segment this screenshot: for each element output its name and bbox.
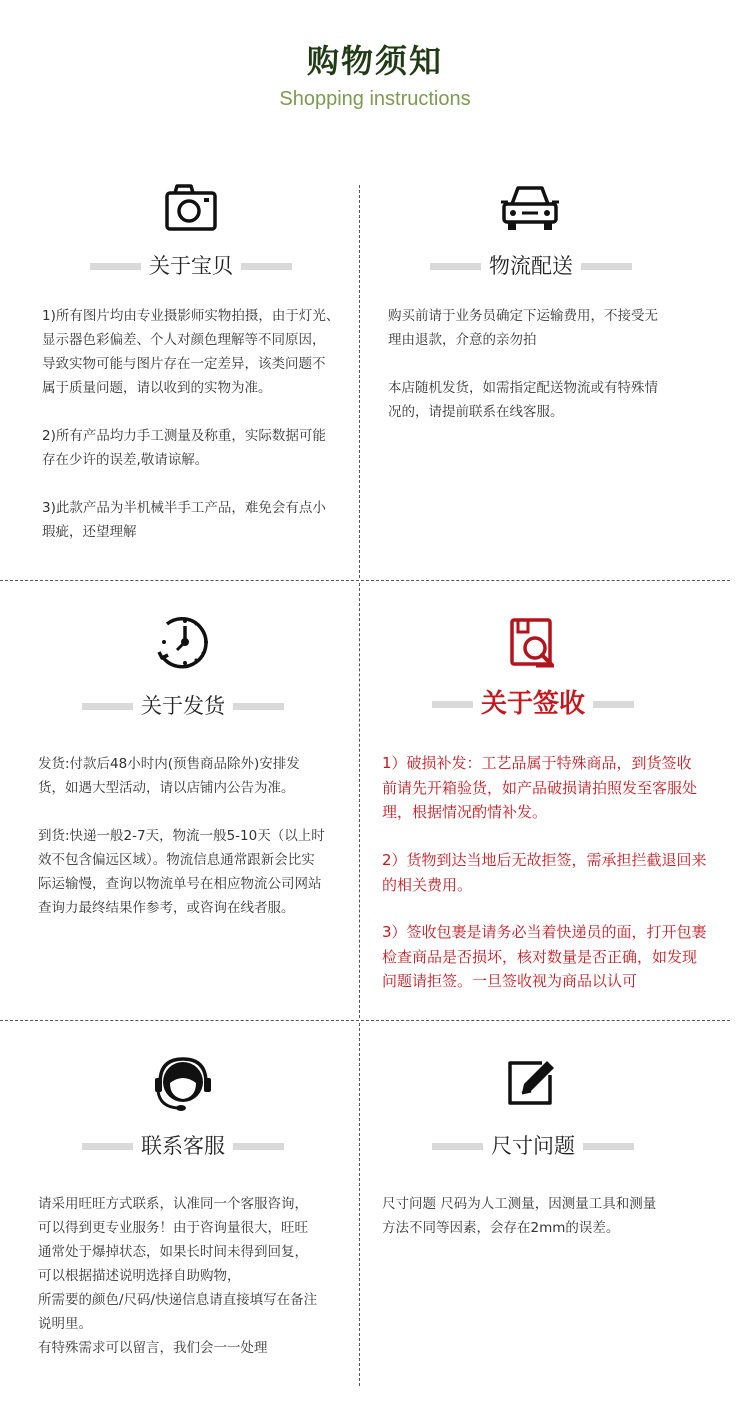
vertical-divider-3 xyxy=(359,1023,360,1386)
heading-shipping xyxy=(82,688,284,724)
vertical-divider-2 xyxy=(359,583,360,1018)
paragraph: 3)此款产品为半机械半手工产品，难免会有点小 瑕疵，还望理解 xyxy=(42,500,326,540)
car-icon xyxy=(500,178,560,238)
section-title: 物流配送 xyxy=(481,248,581,284)
heading-logistics xyxy=(430,248,632,284)
heading-service xyxy=(82,1128,284,1164)
paragraph: 发货:付款后48小时内(预售商品除外)安排发 货，如遇大型活动，请以店铺内公告为准。 xyxy=(38,756,300,796)
horizontal-divider-1 xyxy=(0,580,730,581)
heading-size xyxy=(432,1128,634,1164)
inspect-icon xyxy=(506,614,566,674)
vertical-divider-1 xyxy=(359,185,360,578)
horizontal-divider-2 xyxy=(0,1020,730,1021)
paragraph: 1)所有图片均由专业摄影师实物拍摄，由于灯光、 显示器色彩偏差、个人对颜色理解等不同原因， 导致实物可能与图片存在一定差异，该类问题不 属于质量问题，请以收到的实物为准。 xyxy=(42,308,340,396)
camera-icon xyxy=(161,180,221,240)
paragraph: 3）签收包裹是请务必当着快递员的面，打开包裹 检查商品是否损坏，核对数量是否正确，如发现 问题请拒签。一旦签收视为商品以认可 xyxy=(382,923,707,990)
section-title: 尺寸问题 xyxy=(483,1128,583,1164)
section-title: 关于签收 xyxy=(473,686,593,722)
edit-icon xyxy=(502,1053,562,1113)
paragraph: 2)所有产品均力手工测量及称重，实际数据可能 存在少许的误差,敬请谅解。 xyxy=(42,428,326,468)
clock-icon xyxy=(153,612,213,672)
paragraph: 1）破损补发：工艺品属于特殊商品，到货签收 前请先开箱验货，如产品破损请拍照发至客服处 理，根据情况酌情补发。 xyxy=(382,754,698,821)
paragraph: 请采用旺旺方式联系，认准同一个客服咨询， 可以得到更专业服务！由于咨询量很大，旺旺 通常处于爆掉状态，如果长时间未得到回复， 可以根据描述说明选择自助购物， 所需要的颜色/尺码/快递信息请直接填写在备注 说明里。 有特殊需求可以留言，我们会一一处理 xyxy=(38,1196,318,1356)
paragraph: 2）货物到达当地后无故拒签，需承担拦截退回来 的相关费用。 xyxy=(382,851,707,894)
paragraph: 购买前请于业务员确定下运输费用，不接受无 理由退款，介意的亲勿拍 xyxy=(388,308,658,348)
heading-about-item xyxy=(90,248,292,284)
section-title: 联系客服 xyxy=(133,1128,233,1164)
paragraph: 到货:快递一般2-7天，物流一般5-10天（以上时 效不包含偏远区域）。物流信息通常跟新会比实 际运输慢，查询以物流单号在相应物流公司网站 查询力最终结果作参考，或咨询在线者服。 xyxy=(38,828,325,916)
section-title: 关于发货 xyxy=(133,688,233,724)
paragraph: 尺寸问题 尺码为人工测量，因测量工具和测量 方法不同等因素，会存在2mm的误差。 xyxy=(382,1196,657,1236)
page-title: 购物须知 xyxy=(306,42,443,80)
paragraph: 本店随机发货，如需指定配送物流或有特殊情 况的，请提前联系在线客服。 xyxy=(388,380,658,420)
heading-receipt xyxy=(432,686,634,722)
headset-icon xyxy=(152,1053,212,1113)
section-title: 关于宝贝 xyxy=(141,248,241,284)
page-subtitle: Shopping instructions xyxy=(279,88,471,110)
